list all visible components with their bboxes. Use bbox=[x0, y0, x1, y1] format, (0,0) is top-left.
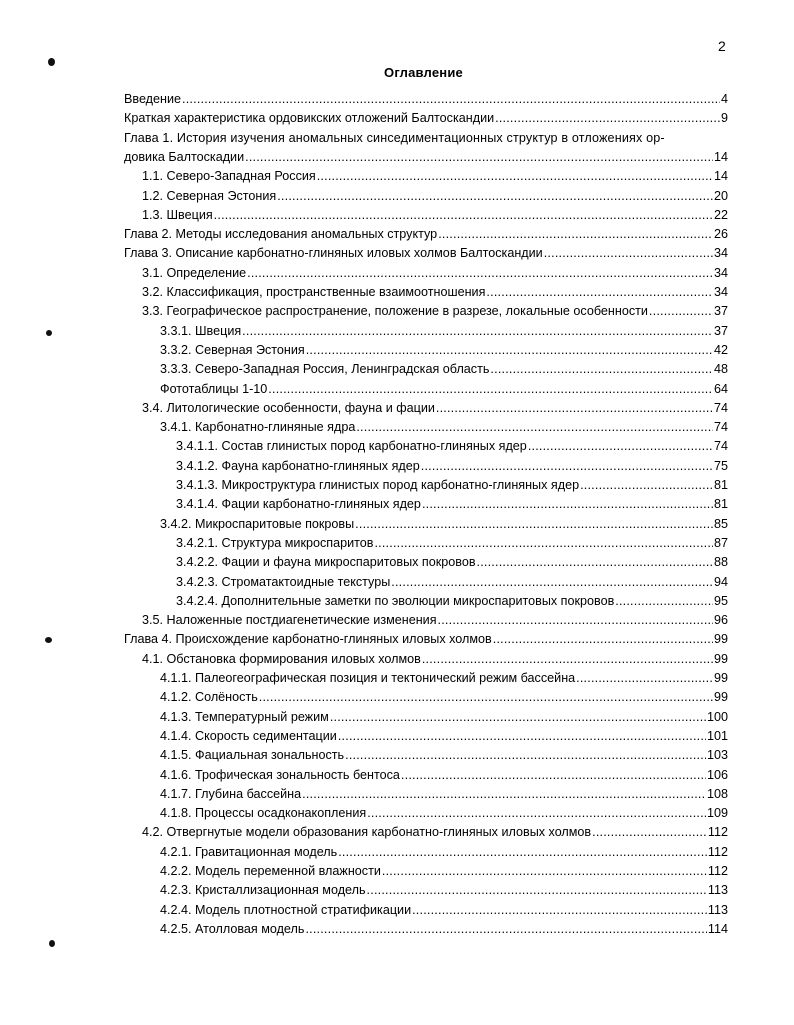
toc-dot-leader bbox=[345, 746, 706, 765]
toc-entry-title: 3.4.2. Микроспаритовые покровы bbox=[160, 516, 355, 531]
toc-entry-title: 3.3.1. Швеция bbox=[160, 323, 242, 338]
toc-dot-leader bbox=[277, 187, 713, 206]
toc-dot-leader bbox=[382, 862, 707, 881]
toc-dot-leader bbox=[477, 553, 713, 572]
toc-dot-leader bbox=[421, 457, 713, 476]
toc-entry-page: 37 bbox=[713, 304, 728, 319]
toc-entry-title: Введение bbox=[124, 92, 182, 106]
toc-entry bbox=[160, 688, 728, 707]
toc-entry-page: 99 bbox=[713, 690, 728, 705]
scan-speck bbox=[45, 637, 52, 643]
toc-entry bbox=[160, 380, 728, 399]
toc-entry-title: 3.4.1. Карбонатно-глиняные ядра bbox=[160, 420, 356, 435]
toc-entry-title: 3.4.1.3. Микроструктура глинистых пород карбонатно-глиняных ядер bbox=[176, 478, 580, 492]
toc-entry-page: 37 bbox=[713, 323, 728, 338]
toc-dot-leader bbox=[436, 399, 713, 418]
toc-entry-title: 1.1. Северо-Западная Россия bbox=[142, 169, 316, 184]
toc-entry bbox=[160, 920, 728, 939]
toc-entry-title: 3.4.2.1. Структура микроспаритов bbox=[176, 535, 374, 550]
toc-dot-leader bbox=[367, 881, 707, 900]
toc-entry-page: 94 bbox=[713, 574, 728, 589]
toc-dot-leader bbox=[245, 148, 713, 167]
toc-dot-leader bbox=[592, 823, 707, 842]
toc-entry bbox=[142, 650, 728, 669]
toc-dot-leader bbox=[576, 669, 713, 688]
toc-entry-page: 95 bbox=[713, 593, 728, 608]
toc-entry-page: 99 bbox=[713, 632, 728, 647]
toc-entry-page: 74 bbox=[713, 420, 728, 435]
toc-dot-leader bbox=[355, 515, 713, 534]
toc-entry-title: 3.3.2. Северная Эстония bbox=[160, 342, 305, 357]
toc-dot-leader bbox=[338, 843, 707, 862]
toc-dot-leader bbox=[495, 109, 720, 128]
toc-entry-page: 81 bbox=[713, 478, 728, 492]
toc-entry bbox=[176, 573, 728, 592]
toc-entry bbox=[160, 515, 728, 534]
toc-entry bbox=[176, 553, 728, 572]
toc-entry-page: 9 bbox=[720, 111, 728, 126]
toc-entry-title: 4.2.5. Атолловая модель bbox=[160, 921, 305, 936]
toc-entry-page: 42 bbox=[713, 342, 728, 357]
toc-entry-page: 112 bbox=[707, 825, 728, 840]
toc-entry bbox=[176, 476, 728, 495]
toc-dot-leader bbox=[338, 727, 706, 746]
toc-entry-title: Краткая характеристика ордовикских отложений Балтоскандии bbox=[124, 111, 495, 126]
page-number: 2 bbox=[718, 38, 726, 54]
toc-entry-title: 3.4.2.2. Фации и фауна микроспаритовых покровов bbox=[176, 555, 476, 570]
toc-entry-title: 3.1. Определение bbox=[142, 265, 247, 280]
toc-entry bbox=[160, 360, 728, 379]
toc-entry bbox=[160, 669, 728, 688]
toc-entry bbox=[124, 244, 728, 263]
toc-entry-title: довика Балтоскадии bbox=[124, 149, 245, 164]
toc-dot-leader bbox=[412, 901, 707, 920]
toc-entry-title: 3.3. Географическое распространение, положение в разрезе, локальные особенности bbox=[142, 304, 648, 319]
toc-entry-page: 48 bbox=[713, 362, 728, 377]
toc-entry-title: Глава 4. Происхождение карбонатно-глиняных иловых холмов bbox=[124, 632, 492, 647]
toc-entry-title: 4.1.7. Глубина бассейна bbox=[160, 786, 302, 801]
toc-entry bbox=[142, 399, 728, 418]
toc-entry bbox=[160, 804, 728, 823]
toc-entry-page: 74 bbox=[713, 439, 728, 454]
toc-entry bbox=[142, 611, 728, 630]
toc-entry bbox=[160, 322, 728, 341]
toc-entry bbox=[142, 167, 728, 186]
toc-entry-title: 3.4. Литологические особенности, фауна и фации bbox=[142, 400, 435, 415]
toc-dot-leader bbox=[528, 437, 713, 456]
toc-dot-leader bbox=[374, 534, 713, 553]
page-title: Оглавление bbox=[384, 65, 463, 80]
toc-entry-page: 114 bbox=[707, 921, 728, 936]
toc-entry-title: Глава 1. История изучения аномальных синседиментационных структур в отложениях ор- bbox=[124, 130, 665, 145]
scan-speck bbox=[46, 330, 52, 336]
toc-entry-page: 34 bbox=[713, 285, 728, 299]
toc-entry-title: 4.2.2. Модель переменной влажности bbox=[160, 864, 381, 878]
toc-dot-leader bbox=[490, 360, 713, 379]
toc-dot-leader bbox=[422, 495, 713, 514]
toc-entry-page: 22 bbox=[713, 207, 728, 222]
toc-entry-title: Глава 2. Методы исследования аномальных структур bbox=[124, 227, 438, 242]
toc-entry-page: 85 bbox=[713, 516, 728, 531]
toc-dot-leader bbox=[367, 804, 706, 823]
toc-entry-page: 81 bbox=[713, 497, 728, 512]
toc-entry-title: 3.5. Наложенные постдиагенетические изменения bbox=[142, 613, 437, 628]
toc-entry-page: 100 bbox=[706, 709, 728, 724]
toc-dot-leader bbox=[438, 611, 713, 630]
toc-dot-leader bbox=[391, 573, 713, 592]
toc-entry bbox=[142, 283, 728, 302]
toc-entry bbox=[124, 225, 728, 244]
toc-entry-title: 4.2. Отвергнутые модели образования карбонатно-глиняных иловых холмов bbox=[142, 825, 592, 840]
toc-entry-title: 3.4.2.4. Дополнительные заметки по эволюции микроспаритовых покровов bbox=[176, 593, 615, 608]
toc-dot-leader bbox=[268, 380, 713, 399]
toc-entry-title: 4.1.4. Скорость седиментации bbox=[160, 728, 337, 743]
toc-entry-page: 34 bbox=[713, 265, 728, 280]
toc-entry-page: 14 bbox=[713, 169, 728, 184]
toc-dot-leader bbox=[486, 283, 713, 302]
toc-dot-leader bbox=[330, 708, 706, 727]
toc-entry-page: 88 bbox=[713, 555, 728, 570]
toc-entry bbox=[160, 901, 728, 920]
scan-speck bbox=[48, 58, 55, 66]
toc-dot-leader bbox=[401, 766, 706, 785]
toc-entry bbox=[176, 592, 728, 611]
toc-dot-leader bbox=[356, 418, 713, 437]
toc-entry-title: 4.1.8. Процессы осадконакопления bbox=[160, 806, 367, 821]
toc-dot-leader bbox=[493, 630, 713, 649]
toc-dot-leader bbox=[214, 206, 713, 225]
toc-entry-page: 87 bbox=[713, 535, 728, 550]
toc-entry-page: 103 bbox=[706, 748, 728, 763]
toc-dot-leader bbox=[649, 302, 713, 321]
toc-entry-title: Фототаблицы 1-10 bbox=[160, 381, 268, 396]
toc-dot-leader bbox=[305, 920, 706, 939]
toc-entry-title: 1.2. Северная Эстония bbox=[142, 188, 277, 203]
toc-entry bbox=[160, 727, 728, 746]
toc-entry bbox=[124, 90, 728, 109]
toc-entry-page: 4 bbox=[720, 92, 728, 106]
toc-entry-page: 113 bbox=[707, 883, 728, 898]
toc-dot-leader bbox=[242, 322, 713, 341]
toc-entry bbox=[142, 264, 728, 283]
toc-dot-leader bbox=[259, 688, 713, 707]
toc-entry bbox=[160, 708, 728, 727]
toc-entry-title: 4.1. Обстановка формирования иловых холмов bbox=[142, 651, 421, 666]
toc-entry-title: 4.2.1. Гравитационная модель bbox=[160, 844, 338, 859]
toc-entry-page: 26 bbox=[713, 227, 728, 242]
toc-entry-page: 112 bbox=[707, 844, 728, 859]
toc-entry bbox=[160, 418, 728, 437]
toc-entry-title: 4.1.2. Солёность bbox=[160, 690, 258, 705]
toc-entry bbox=[124, 129, 728, 148]
toc-entry-page: 112 bbox=[707, 864, 728, 878]
toc-dot-leader bbox=[544, 244, 713, 263]
toc-entry-title: 4.1.1. Палеогеографическая позиция и тектонический режим бассейна bbox=[160, 671, 576, 685]
toc-entry-title: 3.4.2.3. Строматактоидные текстуры bbox=[176, 574, 391, 589]
toc-entry-page: 99 bbox=[713, 671, 728, 685]
toc-entry-page: 113 bbox=[707, 902, 728, 917]
toc-entry bbox=[142, 823, 728, 842]
toc-entry-title: 3.4.1.4. Фации карбонатно-глиняных ядер bbox=[176, 497, 421, 512]
toc-entry-title: 3.4.1.2. Фауна карбонатно-глиняных ядер bbox=[176, 458, 420, 473]
toc-dot-leader bbox=[182, 90, 720, 109]
toc-entry bbox=[176, 534, 728, 553]
toc-dot-leader bbox=[306, 341, 713, 360]
toc-entry-page: 108 bbox=[706, 786, 728, 801]
toc-entry-page: 74 bbox=[713, 400, 728, 415]
toc-entry bbox=[176, 437, 728, 456]
toc-entry-page: 106 bbox=[706, 767, 728, 782]
toc-entry bbox=[176, 457, 728, 476]
toc-entry bbox=[160, 766, 728, 785]
toc-entry-page: 75 bbox=[713, 458, 728, 473]
toc-entry-page: 101 bbox=[706, 728, 728, 743]
toc-entry bbox=[160, 881, 728, 900]
toc-entry-title: 3.2. Классификация, пространственные взаимоотношения bbox=[142, 285, 486, 299]
toc-entry bbox=[124, 109, 728, 128]
toc-entry-title: 1.3. Швеция bbox=[142, 207, 213, 222]
toc-entry-page: 109 bbox=[706, 806, 728, 821]
toc-entry-title: 4.1.6. Трофическая зональность бентоса bbox=[160, 767, 400, 782]
toc-entry-page: 20 bbox=[713, 188, 728, 203]
toc-entry bbox=[160, 341, 728, 360]
toc-entry bbox=[160, 843, 728, 862]
toc-entry-page: 99 bbox=[713, 651, 728, 666]
toc-dot-leader bbox=[422, 650, 713, 669]
toc-entry-title: 3.3.3. Северо-Западная Россия, Ленинградская область bbox=[160, 362, 490, 377]
toc-entry bbox=[124, 148, 728, 167]
toc-entry-page: 96 bbox=[713, 613, 728, 628]
toc-entry-title: 4.1.5. Фациальная зональность bbox=[160, 748, 345, 763]
toc-entry-title: 4.2.4. Модель плотностной стратификации bbox=[160, 902, 412, 917]
toc-entry bbox=[160, 746, 728, 765]
toc-entry-page: 64 bbox=[713, 381, 728, 396]
toc-entry-page: 34 bbox=[713, 246, 728, 261]
toc-entry bbox=[124, 630, 728, 649]
toc-dot-leader bbox=[438, 225, 713, 244]
toc-dot-leader bbox=[580, 476, 713, 495]
toc-dot-leader bbox=[317, 167, 713, 186]
toc-entry-title: 4.1.3. Температурный режим bbox=[160, 709, 329, 724]
toc-entry-title: 3.4.1.1. Состав глинистых пород карбонатно-глиняных ядер bbox=[176, 439, 527, 454]
toc-entry bbox=[142, 302, 728, 321]
toc-entry bbox=[176, 495, 728, 514]
toc-dot-leader bbox=[615, 592, 713, 611]
toc-dot-leader bbox=[302, 785, 706, 804]
toc-entry bbox=[142, 187, 728, 206]
toc-entry bbox=[160, 862, 728, 881]
toc-entry bbox=[160, 785, 728, 804]
toc-entry bbox=[142, 206, 728, 225]
toc-dot-leader bbox=[247, 264, 713, 283]
toc-entry-page: 14 bbox=[713, 149, 728, 164]
toc-entry-title: 4.2.3. Кристаллизационная модель bbox=[160, 883, 366, 898]
toc-entry-title: Глава 3. Описание карбонатно-глиняных иловых холмов Балтоскандии bbox=[124, 246, 543, 261]
scan-speck bbox=[49, 940, 55, 947]
